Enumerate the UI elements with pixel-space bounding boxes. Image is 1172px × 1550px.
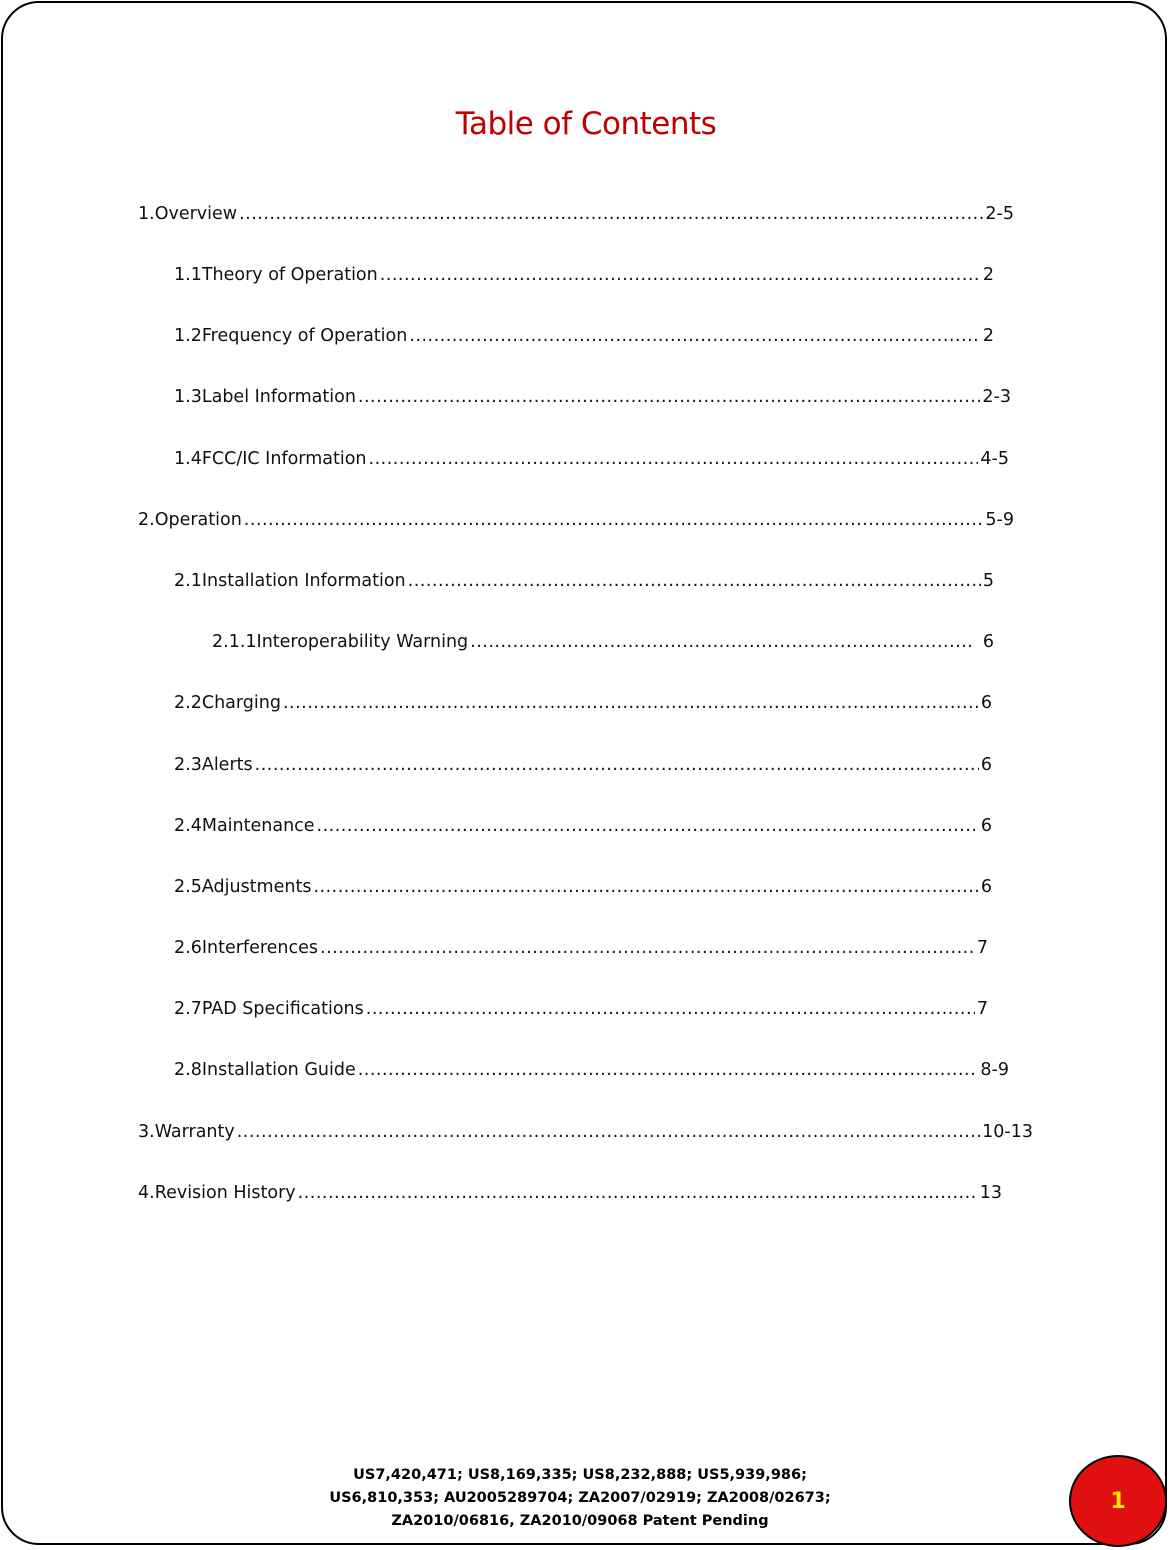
toc-entry-number: 2.4 [174,816,202,836]
toc-entry[interactable] [174,571,994,599]
toc-entry-number: 2. [138,510,155,530]
toc-entry[interactable] [174,1060,1009,1088]
toc-entry-page: 6 [980,877,992,897]
toc-entry-number: 2.1 [174,571,202,591]
toc-entry-page: 5-9 [985,510,1014,530]
toc-entry-number: 2.3 [174,755,202,775]
dot-leader [409,326,981,346]
dot-leader [239,204,983,224]
toc-entry-page: 7 [976,999,988,1019]
toc-entry[interactable] [138,1122,1033,1150]
toc-entry-number: 2.1.1 [212,632,257,652]
toc-entry[interactable] [174,755,992,783]
toc-entry[interactable] [174,693,992,721]
toc-entry-number: 1.2 [174,326,202,346]
toc-entry[interactable] [138,510,1014,538]
toc-entry[interactable] [174,265,994,293]
dot-leader [298,1183,978,1203]
toc-entry-number: 2.5 [174,877,202,897]
dot-leader [470,632,973,652]
toc-entry-page: 6 [980,693,992,713]
toc-entry[interactable] [174,449,1009,477]
toc-entry-label: Adjustments [201,877,312,897]
toc-entry[interactable] [174,387,1011,415]
dot-leader [320,938,975,958]
toc-entry[interactable] [138,1183,1002,1211]
toc-entry-number: 2.2 [174,693,202,713]
dot-leader [358,387,980,407]
dot-leader [244,510,984,530]
toc-entry[interactable] [174,999,988,1027]
toc-entry-label: PAD Specifications [201,999,364,1019]
page-title: Table of Contents [455,106,717,142]
toc-entry-label: Maintenance [201,816,315,836]
toc-entry[interactable] [174,326,994,354]
toc-entry-page: 13 [979,1183,1002,1203]
toc-entry-label: Installation Guide [201,1060,356,1080]
page-number-badge [1069,1455,1167,1547]
toc-entry[interactable] [174,816,992,844]
patent-line-1: US7,420,471; US8,169,335; US8,232,888; US5,939,986; [353,1467,807,1483]
toc-entry-page: 4-5 [980,449,1009,469]
toc-entry-number: 1.3 [174,387,202,407]
toc-entry-label: Interoperability Warning [256,632,469,652]
toc-entry[interactable] [212,632,994,660]
toc-entry-number: 2.7 [174,999,202,1019]
toc-entry-label: Alerts [201,755,253,775]
toc-entry[interactable] [174,877,992,905]
dot-leader [380,265,981,285]
toc-entry-label: Overview [154,204,238,224]
toc-entry-number: 3. [138,1122,155,1142]
toc-entry-label: Label Information [201,387,356,407]
toc-entry[interactable] [174,938,988,966]
toc-entry-page: 5 [982,571,994,591]
toc-entry-page: 7 [976,938,988,958]
dot-leader [283,693,979,713]
dot-leader [255,755,979,775]
toc-entry-number: 2.8 [174,1060,202,1080]
dot-leader [237,1122,980,1142]
toc-entry-label: Revision History [154,1183,296,1203]
toc-entry-page: 2-3 [982,387,1011,407]
dot-leader [369,449,979,469]
toc-entry-label: Charging [201,693,281,713]
toc-entry-label: Operation [154,510,242,530]
dot-leader [358,1060,979,1080]
page-number: 1 [1110,1488,1126,1514]
patent-line-3: ZA2010/06816, ZA2010/09068 Patent Pending [391,1513,769,1529]
toc-entry-number: 1.1 [174,265,202,285]
toc-entry-page: 6 [980,755,992,775]
toc-entry[interactable] [138,204,1014,232]
toc-entry-page: 2 [982,265,994,285]
toc-entry-page: 6 [982,632,994,652]
toc-entry-label: Warranty [154,1122,235,1142]
toc-entry-number: 4. [138,1183,155,1203]
toc-entry-number: 1. [138,204,155,224]
toc-entry-page: 6 [980,816,992,836]
patent-footer [180,1464,980,1533]
toc-entry-label: Installation Information [201,571,406,591]
toc-entry-label: Interferences [201,938,319,958]
dot-leader [366,999,975,1019]
dot-leader [317,816,979,836]
toc-entry-number: 1.4 [174,449,202,469]
toc-entry-label: FCC/IC Information [201,449,367,469]
toc-entry-page: 10-13 [982,1122,1033,1142]
patent-line-2: US6,810,353; AU2005289704; ZA2007/02919; ZA2008/02673; [329,1490,831,1506]
toc-entry-page: 8-9 [980,1060,1009,1080]
toc-entry-label: Theory of Operation [201,265,378,285]
dot-leader [408,571,981,591]
toc-entry-label: Frequency of Operation [201,326,408,346]
toc-entry-page: 2 [982,326,994,346]
toc-entry-page: 2-5 [985,204,1014,224]
dot-leader [313,877,978,897]
toc-entry-number: 2.6 [174,938,202,958]
